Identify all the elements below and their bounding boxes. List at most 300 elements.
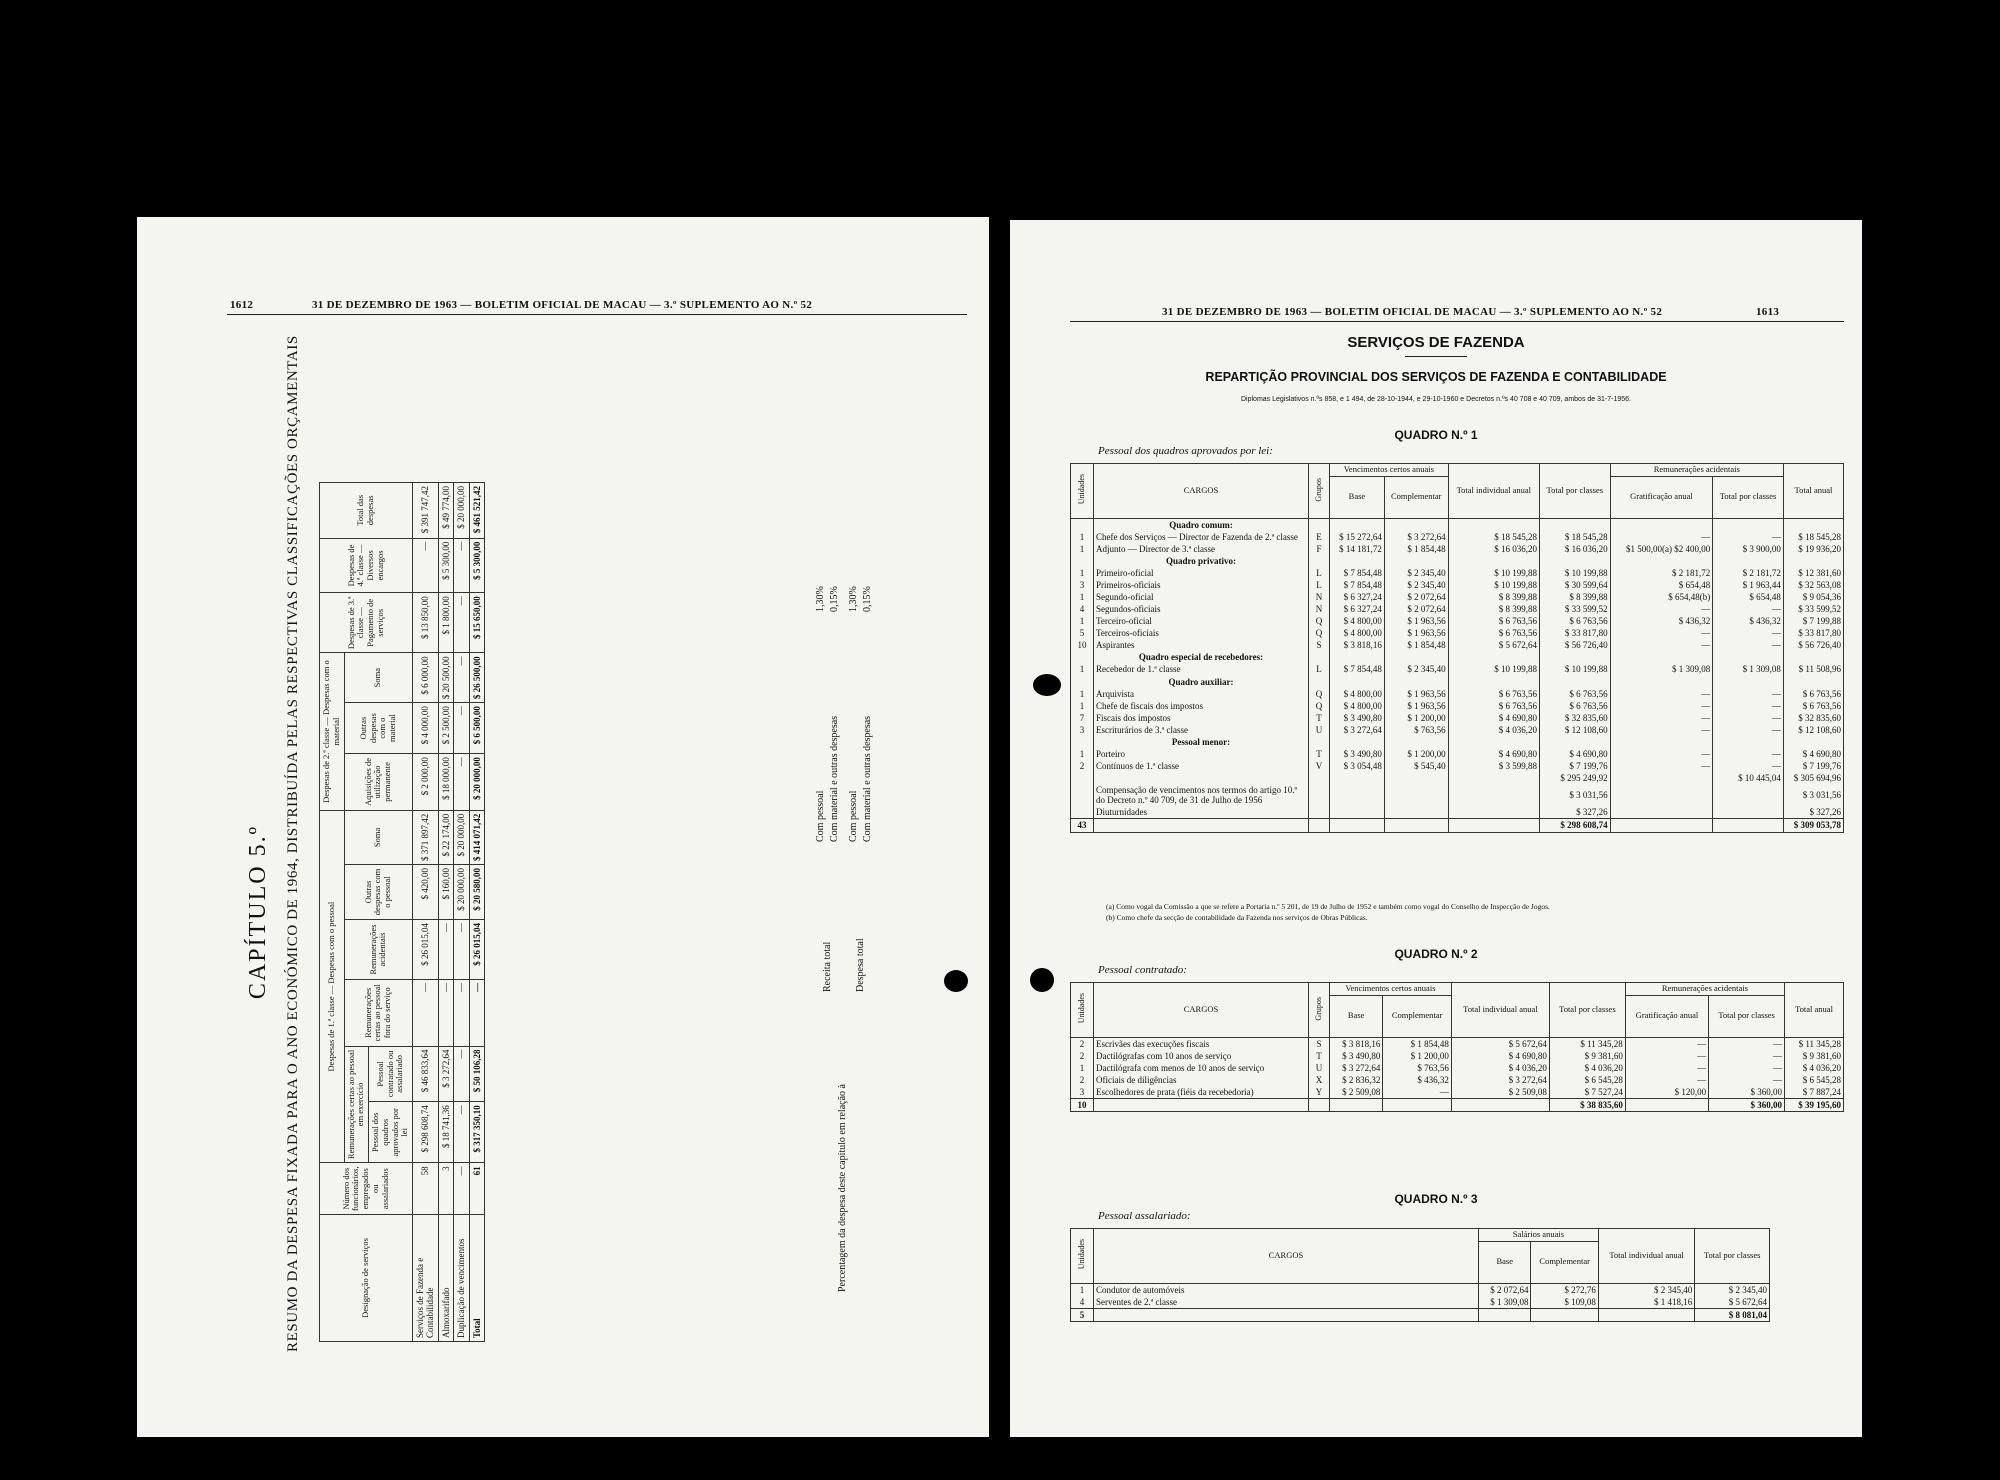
cell: — (413, 538, 439, 593)
right-page-header: 31 DE DEZEMBRO DE 1963 — BOLETIM OFICIAL DE MACAU — 3.º SUPLEMENTO AO N.º 52 (1162, 306, 1663, 318)
cell: $ 295 249,92 (1539, 772, 1610, 784)
cell (1071, 555, 1094, 567)
cell: $ 1 854,48 (1383, 1037, 1451, 1050)
cell: $ 9 381,60 (1549, 1050, 1625, 1062)
note-b: (b) Como chefe da secção de contabilidade da Fazenda nos serviços de Obras Públicas. (1106, 913, 1368, 922)
cell: $ 298 608,74 (1539, 819, 1610, 832)
section-label: Quadro privativo: (1094, 555, 1309, 567)
cell: — (1709, 1074, 1785, 1086)
cell (1309, 819, 1330, 832)
cell (1539, 736, 1610, 748)
cell: $ 654,48 (1713, 591, 1784, 603)
col-classe-3: Despesas de 3.ª classe — Pagamento de serviços (320, 593, 413, 653)
cell: N (1309, 603, 1330, 615)
cell: 43 (1071, 819, 1094, 832)
cargo-name: Fiscais dos impostos (1094, 712, 1309, 724)
cell: $ 461 521,42 (469, 483, 484, 539)
cell: $ 7 854,48 (1330, 567, 1385, 579)
col-rem: Remunerações acidentais (1625, 983, 1784, 996)
cell (1448, 819, 1539, 832)
cell: V (1309, 760, 1330, 772)
cell: L (1309, 567, 1330, 579)
cell: — (1713, 748, 1784, 760)
cell: — (1610, 603, 1713, 615)
cell: $ 3 272,64 (1330, 1062, 1383, 1074)
cell: $ 120,00 (1625, 1086, 1708, 1099)
col-base: Base (1330, 995, 1383, 1037)
section-subtitle: REPARTIÇÃO PROVINCIAL DOS SERVIÇOS DE FAZENDA E CONTABILIDADE (1205, 370, 1667, 384)
rotated-summary (237, 335, 917, 1352)
cell: — (454, 1046, 469, 1102)
cell: $ 12 381,60 (1783, 567, 1843, 579)
cell: $ 18 545,28 (1539, 531, 1610, 543)
cell: $ 7 887,24 (1785, 1086, 1844, 1099)
right-page-number: 1613 (1756, 306, 1780, 318)
cell: $ 6 763,56 (1448, 627, 1539, 639)
cell (1783, 651, 1843, 663)
subtotal-row (1071, 772, 1844, 784)
cell: 2 (1071, 1050, 1094, 1062)
cell: $ 5 300,00 (438, 538, 453, 593)
cell: $ 1 309,08 (1713, 663, 1784, 675)
cell: $ 2 836,32 (1330, 1074, 1383, 1086)
cell: — (1610, 724, 1713, 736)
cell: $ 8 081,04 (1695, 1308, 1770, 1321)
cell (1610, 784, 1713, 806)
cell: $ 3 490,80 (1330, 748, 1385, 760)
cell: $ 33 817,80 (1539, 627, 1610, 639)
punch-hole (1030, 968, 1054, 992)
cell: U (1309, 724, 1330, 736)
cell: $ 6 000,00 (413, 653, 439, 703)
cell: $ 13 850,00 (413, 593, 439, 653)
right-page (1010, 220, 1862, 1437)
row-name: Serviços de Fazenda e Contabilidade (413, 1215, 439, 1342)
cell: $ 9 381,60 (1785, 1050, 1844, 1062)
table-row (1071, 748, 1844, 760)
cell: $ 6 763,56 (1448, 700, 1539, 712)
cell: $ 33 599,52 (1539, 603, 1610, 615)
cell: $ 5 672,64 (1448, 639, 1539, 651)
cell (1384, 518, 1448, 531)
cell (1384, 555, 1448, 567)
cell: S (1309, 639, 1330, 651)
cargo-name: Dactilógrafas com 10 anos de serviço (1094, 1050, 1309, 1062)
cell: — (438, 980, 453, 1046)
col-grat: Gratificação anual (1610, 476, 1713, 518)
cell: $ 7 854,48 (1330, 579, 1385, 591)
cell: $ 360,00 (1709, 1086, 1785, 1099)
section-heading (1071, 736, 1844, 748)
cell (1384, 736, 1448, 748)
cell: Q (1309, 700, 1330, 712)
cell (1309, 806, 1330, 819)
col-rem: Remunerações acidentais (1610, 464, 1783, 477)
cell: $ 3 031,56 (1783, 784, 1843, 806)
cell (1309, 784, 1330, 806)
cell: $ 763,56 (1383, 1062, 1451, 1074)
section-label: Quadro comum: (1094, 518, 1309, 531)
summary-table (319, 482, 485, 1342)
cargo-name: Adjunto — Director de 3.ª classe (1094, 543, 1309, 555)
cell: — (1610, 639, 1713, 651)
cell: $ 56 726,40 (1539, 639, 1610, 651)
cargo-name: Escrivães das execuções fiscais (1094, 1037, 1309, 1050)
cell (1330, 736, 1385, 748)
cell: $ 436,32 (1610, 615, 1713, 627)
cell (1539, 555, 1610, 567)
quadro-2-intro: Pessoal contratado: (1098, 964, 1187, 976)
cell: 58 (413, 1163, 439, 1215)
cell (1713, 819, 1784, 832)
col-grat: Gratificação anual (1625, 995, 1708, 1037)
col-rem-certas: Remunerações certas ao pessoal em exercício (344, 1046, 369, 1163)
cell: $ 1 200,00 (1384, 748, 1448, 760)
cell: — (454, 980, 469, 1046)
despesa-label: Despesa total (855, 938, 866, 992)
col-compl: Complementar (1384, 476, 1448, 518)
cell: 2 (1071, 1074, 1094, 1086)
col-soma-1: Soma (344, 810, 413, 864)
cell: $ 15 272,64 (1330, 531, 1385, 543)
cargo-name: Chefe de fiscais dos impostos (1094, 700, 1309, 712)
cell: $ 1 963,56 (1384, 700, 1448, 712)
cell: $ 391 747,42 (413, 483, 439, 539)
cell (1383, 1098, 1451, 1111)
cell: $ 2 072,64 (1384, 603, 1448, 615)
cell: $ 6 763,56 (1783, 688, 1843, 700)
col-tpc: Total por classes (1709, 995, 1785, 1037)
quadro-2-label: QUADRO N.º 2 (1394, 947, 1478, 961)
section-heading (1071, 518, 1844, 531)
cell: — (438, 919, 453, 979)
cell: $ 6 763,56 (1539, 615, 1610, 627)
cell (1539, 518, 1610, 531)
cell: $ 2 509,08 (1451, 1086, 1549, 1099)
cell: T (1309, 712, 1330, 724)
cargo-name: Chefe dos Serviços — Director de Fazenda de 2.ª classe (1094, 531, 1309, 543)
cell (1448, 736, 1539, 748)
cell (1448, 772, 1539, 784)
cell: $ 4 690,80 (1783, 748, 1843, 760)
cell: $ 2 345,40 (1598, 1283, 1694, 1296)
cell: $ 327,26 (1783, 806, 1843, 819)
total-row (1071, 819, 1844, 832)
cell (1330, 676, 1385, 688)
cell: $ 3 272,64 (1384, 531, 1448, 543)
cell (1071, 772, 1094, 784)
cell: $ 33 599,52 (1783, 603, 1843, 615)
cell: $ 4 800,00 (1330, 688, 1385, 700)
cell: $ 18 545,28 (1448, 531, 1539, 543)
cell: $ 11 508,96 (1783, 663, 1843, 675)
compensation-row (1071, 784, 1844, 806)
cell: — (1610, 760, 1713, 772)
cell: $ 327,26 (1539, 806, 1610, 819)
left-page (137, 217, 989, 1437)
cell: — (1610, 748, 1713, 760)
cell: — (454, 703, 469, 754)
despesa-com-pessoal: Com pessoal (848, 790, 859, 842)
cell: $ 1 854,48 (1384, 543, 1448, 555)
cell: $ 2 500,00 (438, 703, 453, 754)
cell: — (454, 754, 469, 811)
table-row (1071, 700, 1844, 712)
cell (1071, 518, 1094, 531)
cell (1384, 819, 1448, 832)
cell: $ 305 694,96 (1783, 772, 1843, 784)
col-outras-pessoal: Outras despesas com o pessoal (344, 865, 413, 920)
cell: — (413, 980, 439, 1046)
total-row (1071, 1308, 1770, 1321)
despesa-com-material: Com material e outras despesas (862, 715, 873, 842)
cell: $ 11 345,28 (1549, 1037, 1625, 1050)
table-row (1071, 1037, 1844, 1050)
cell: $ 14 181,72 (1330, 543, 1385, 555)
cell (1448, 651, 1539, 663)
col-cargos: CARGOS (1094, 983, 1309, 1038)
cell: 1 (1071, 567, 1094, 579)
cell: — (1709, 1062, 1785, 1074)
table-row (1071, 579, 1844, 591)
cell: $ 39 195,60 (1785, 1098, 1844, 1111)
cell: — (1713, 700, 1784, 712)
cell (1094, 772, 1309, 784)
cell: 7 (1071, 712, 1094, 724)
cell (1448, 806, 1539, 819)
cell: Q (1309, 615, 1330, 627)
cell: — (1610, 627, 1713, 639)
cell: $ 38 835,60 (1549, 1098, 1625, 1111)
summary-subtitle: RESUMO DA DESPESA FIXADA PARA O ANO ECONÓMICO DE 1964, DISTRIBUÍDA PELAS RESPECTIVAS CLASSIFICAÇÕES ORÇAMENTAIS (285, 335, 301, 1352)
cell: $ 32 835,60 (1783, 712, 1843, 724)
cell (1330, 784, 1385, 806)
cell (1330, 651, 1385, 663)
cell: 3 (438, 1163, 453, 1215)
cell: 1 (1071, 700, 1094, 712)
cargo-name: Arquivista (1094, 688, 1309, 700)
table-row (1071, 688, 1844, 700)
diuturnidades-row (1071, 806, 1844, 819)
header-rule (1070, 321, 1844, 322)
cell (1610, 806, 1713, 819)
cell: $1 500,00(a) $2 400,00 (1610, 543, 1713, 555)
cell (1783, 555, 1843, 567)
quadro-1-intro: Pessoal dos quadros aprovados por lei: (1098, 445, 1273, 457)
cell: $ 2 181,72 (1610, 567, 1713, 579)
cell: $ 7 854,48 (1330, 663, 1385, 675)
cargo-name: Aspirantes (1094, 639, 1309, 651)
cell: 1 (1071, 591, 1094, 603)
cell: $ 10 199,88 (1539, 567, 1610, 579)
cell: $ 20 500,00 (438, 653, 453, 703)
cell: $ 6 545,28 (1785, 1074, 1844, 1086)
cell: 61 (469, 1163, 484, 1215)
col-ind: Total individual anual (1451, 983, 1549, 1038)
col-classe-1: Despesas de 1.ª classe — Despesas com o pessoal (320, 810, 345, 1163)
cell: $ 2 509,08 (1330, 1086, 1383, 1099)
col-anual: Total anual (1785, 983, 1844, 1038)
quadro-3-label: QUADRO N.º 3 (1394, 1192, 1478, 1206)
cell: 2 (1071, 1037, 1094, 1050)
cargo-name: Primeiros-oficiais (1094, 579, 1309, 591)
cell: $ 1 963,56 (1384, 615, 1448, 627)
cell: $ 654,48 (1610, 579, 1713, 591)
cell: — (1713, 688, 1784, 700)
cell (1330, 555, 1385, 567)
cargo-name: Segundo-oficial (1094, 591, 1309, 603)
cell (1330, 1098, 1383, 1111)
cell (1309, 651, 1330, 663)
col-classe-4: Despesas de 4.ª classe — Diversos encargos (320, 538, 413, 593)
cell (1330, 772, 1385, 784)
title-rule (1405, 356, 1467, 357)
cargo-name: Terceiros-oficiais (1094, 627, 1309, 639)
cell: $ 4 036,20 (1549, 1062, 1625, 1074)
cell (1071, 676, 1094, 688)
cell: $ 12 108,60 (1783, 724, 1843, 736)
cell (1094, 819, 1309, 832)
cell: $ 3 599,88 (1448, 760, 1539, 772)
cell: $ 1 200,00 (1384, 712, 1448, 724)
cell: $ 20 000,00 (454, 483, 469, 539)
cell: $ 2 345,40 (1384, 567, 1448, 579)
cell: $ 9 054,36 (1783, 591, 1843, 603)
col-pess-quadros: Pessoal dos quadros aprovados por lei (369, 1102, 413, 1163)
cell: — (1713, 712, 1784, 724)
cell: $ 7 199,88 (1783, 615, 1843, 627)
cell: $ 109,08 (1531, 1296, 1598, 1309)
cell: $ 10 199,88 (1448, 579, 1539, 591)
cargo-name: Terceiro-oficial (1094, 615, 1309, 627)
section-title: SERVIÇOS DE FAZENDA (1347, 334, 1525, 351)
table-row (1071, 639, 1844, 651)
cell (1783, 676, 1843, 688)
cell: $ 11 345,28 (1785, 1037, 1844, 1050)
col-total: Total das despesas (320, 483, 413, 539)
diuturnidades-label: Diuturnidades (1094, 806, 1309, 819)
cell: — (1713, 639, 1784, 651)
col-compl: Complementar (1531, 1241, 1598, 1283)
punch-hole (1033, 674, 1061, 696)
cell: E (1309, 531, 1330, 543)
cell (1539, 651, 1610, 663)
cell: $ 1 854,48 (1384, 639, 1448, 651)
cell: $ 15 650,00 (469, 593, 484, 653)
cell (1531, 1308, 1598, 1321)
col-venc: Vencimentos certos anuais (1330, 464, 1449, 477)
cell: $ 1 418,16 (1598, 1296, 1694, 1309)
cell: $ 371 897,42 (413, 810, 439, 864)
cell: $ 10 445,04 (1713, 772, 1784, 784)
cell: 1 (1071, 688, 1094, 700)
chapter-title: CAPÍTULO 5.º (245, 824, 271, 1000)
col-tpc: Total por classes (1713, 476, 1784, 518)
cell (1384, 772, 1448, 784)
cell: $ 4 690,80 (1448, 712, 1539, 724)
cell: — (1625, 1074, 1708, 1086)
cell: 1 (1071, 1062, 1094, 1074)
header-rule (227, 314, 967, 315)
cell: 1 (1071, 531, 1094, 543)
cell (1384, 806, 1448, 819)
cargo-name: Dactilógrafa com menos de 10 anos de serviço (1094, 1062, 1309, 1074)
cell: — (1625, 1050, 1708, 1062)
cell (1625, 1098, 1708, 1111)
cell: Y (1309, 1086, 1330, 1099)
cell (1783, 518, 1843, 531)
col-cargos: CARGOS (1094, 464, 1309, 519)
cell (1713, 518, 1784, 531)
cell: $ 298 608,74 (413, 1102, 439, 1163)
table-row (1071, 627, 1844, 639)
cell: $ 6 763,56 (1448, 688, 1539, 700)
cell: $ 18 741,36 (438, 1102, 453, 1163)
cell: $ 3 490,80 (1330, 1050, 1383, 1062)
cell (1448, 676, 1539, 688)
cell (1330, 518, 1385, 531)
cell: $ 6 500,00 (469, 703, 484, 754)
cell: — (454, 1163, 469, 1215)
cargo-name: Contínuos de 1.ª classe (1094, 760, 1309, 772)
receita-pct-material: 0,15% (829, 586, 840, 612)
cell: $ 7 199,76 (1539, 760, 1610, 772)
cell: $ 4 690,80 (1451, 1050, 1549, 1062)
col-classes: Total por classes (1549, 983, 1625, 1038)
table-row (1071, 663, 1844, 675)
cell: 3 (1071, 1086, 1094, 1099)
col-base: Base (1479, 1241, 1531, 1283)
cell (1384, 676, 1448, 688)
col-anual: Total anual (1783, 464, 1843, 519)
cell: $ 3 818,16 (1330, 1037, 1383, 1050)
row-name: Total (469, 1215, 484, 1342)
table-row (438, 483, 453, 1342)
cell: $ 20 000,00 (454, 810, 469, 864)
cell (1448, 784, 1539, 806)
cell: $ 4 036,20 (1448, 724, 1539, 736)
cell (1071, 806, 1094, 819)
section-heading (1071, 651, 1844, 663)
cargo-name: Porteiro (1094, 748, 1309, 760)
cell: $ 436,32 (1713, 615, 1784, 627)
cell: $ 12 108,60 (1539, 724, 1610, 736)
cargo-name: Oficiais de diligências (1094, 1074, 1309, 1086)
cell: $ 1 963,56 (1384, 627, 1448, 639)
cell: — (454, 538, 469, 593)
cell (1713, 806, 1784, 819)
cell: X (1309, 1074, 1330, 1086)
cell (1071, 784, 1094, 806)
cell: $ 2 072,64 (1479, 1283, 1531, 1296)
cell: 4 (1071, 603, 1094, 615)
quadro-2-table (1070, 982, 1844, 1112)
cell: $ 1 309,08 (1479, 1296, 1531, 1309)
cell: $ 46 833,64 (413, 1046, 439, 1102)
cell: 5 (1071, 627, 1094, 639)
table-row (1071, 567, 1844, 579)
cell: $ 3 054,48 (1330, 760, 1385, 772)
cell: $ 2 345,40 (1384, 663, 1448, 675)
cell: $ 436,32 (1383, 1074, 1451, 1086)
cell: $ 32 835,60 (1539, 712, 1610, 724)
table-row (1071, 603, 1844, 615)
cell: $ 4 036,20 (1451, 1062, 1549, 1074)
cell (1713, 784, 1784, 806)
cell: $ 10 199,88 (1539, 663, 1610, 675)
cell (1309, 555, 1330, 567)
cell: $ 414 071,42 (469, 810, 484, 864)
